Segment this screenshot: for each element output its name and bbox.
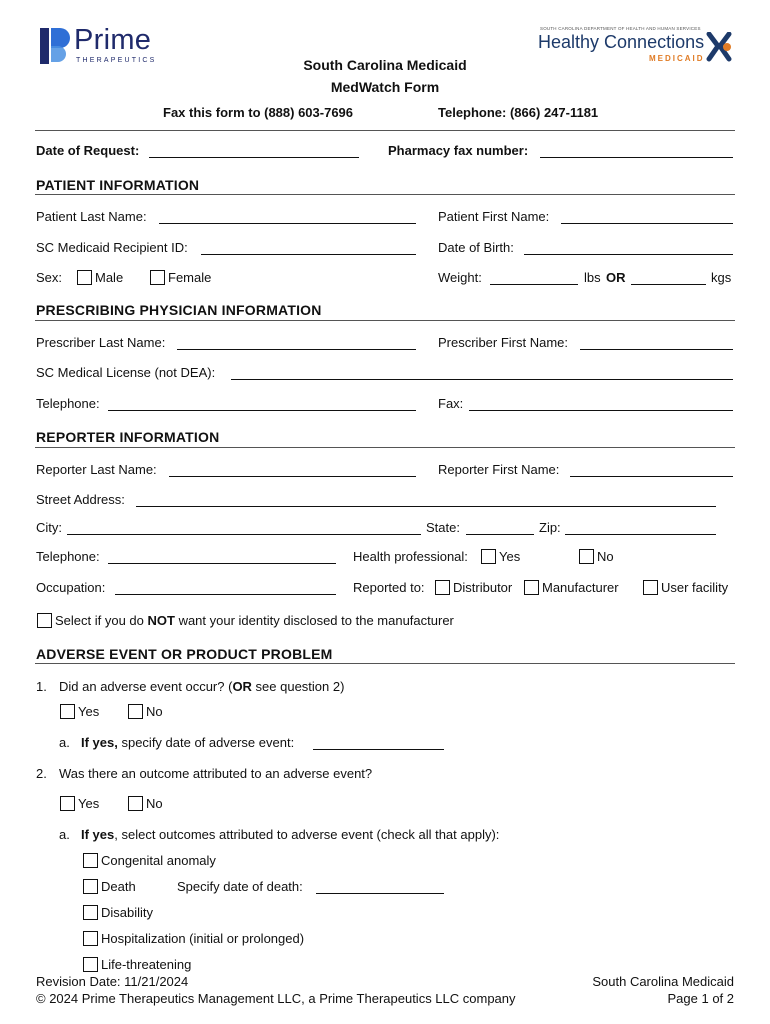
weight-kgs-field[interactable] xyxy=(631,284,706,285)
dob-field[interactable] xyxy=(524,254,733,255)
reporter-telephone-label: Telephone: xyxy=(36,549,100,564)
reporter-last-name-label: Reporter Last Name: xyxy=(36,462,157,477)
outcome-disability-checkbox[interactable] xyxy=(83,905,98,920)
reported-user-facility-checkbox[interactable] xyxy=(643,580,658,595)
q2-no-checkbox[interactable] xyxy=(128,796,143,811)
outcome-death-label: Death xyxy=(101,879,136,894)
patient-heading-rule xyxy=(35,194,735,195)
reported-manufacturer-checkbox[interactable] xyxy=(524,580,539,595)
weight-label: Weight: xyxy=(438,270,482,285)
form-title-line2: MedWatch Form xyxy=(330,79,440,95)
reported-distributor-checkbox[interactable] xyxy=(435,580,450,595)
weight-lbs-field[interactable] xyxy=(490,284,578,285)
q2-text: Was there an outcome attributed to an adverse event? xyxy=(59,766,373,781)
sex-male-checkbox[interactable] xyxy=(77,270,92,285)
health-professional-yes-checkbox[interactable] xyxy=(481,549,496,564)
q2a-text-bold: If yes xyxy=(81,827,115,842)
outcome-life-threatening-label: Life-threatening xyxy=(101,957,192,972)
outcome-congenital-label: Congenital anomaly xyxy=(101,853,216,868)
zip-field[interactable] xyxy=(565,534,716,535)
occupation-field[interactable] xyxy=(115,594,336,595)
q1a-letter: a. xyxy=(59,735,70,750)
q2-number: 2. xyxy=(36,766,47,781)
prescriber-fax-label: Fax: xyxy=(438,396,464,411)
city-field[interactable] xyxy=(67,534,421,535)
dob-label: Date of Birth: xyxy=(438,240,514,255)
reporter-heading-rule xyxy=(35,447,735,448)
city-label: City: xyxy=(36,520,62,535)
copyright: © 2024 Prime Therapeutics Management LLC, a Prime Therapeutics LLC company xyxy=(36,991,516,1006)
reported-manufacturer-label: Manufacturer xyxy=(542,580,619,595)
prescriber-info-heading: PRESCRIBING PHYSICIAN INFORMATION xyxy=(36,302,322,318)
prescriber-last-name-label: Prescriber Last Name: xyxy=(36,335,166,350)
identity-text-post: want your identity disclosed to the manufacturer xyxy=(174,613,454,628)
hc-medicaid: MEDICAID xyxy=(649,54,705,63)
q1a-text xyxy=(81,735,294,750)
prime-wordmark: Prime xyxy=(74,24,152,56)
weight-or: OR xyxy=(606,270,626,285)
weight-lbs-unit: lbs xyxy=(584,270,601,285)
identity-disclosure-checkbox[interactable] xyxy=(37,613,52,628)
hc-wordmark: Healthy Connections xyxy=(538,32,705,52)
q1-text-or: OR xyxy=(232,679,252,694)
date-of-request-field[interactable] xyxy=(149,157,359,158)
medical-license-label: SC Medical License (not DEA): xyxy=(36,365,216,380)
health-professional-no-checkbox[interactable] xyxy=(579,549,594,564)
death-date-label: Specify date of death: xyxy=(177,879,303,894)
revision-date: Revision Date: 11/21/2024 xyxy=(36,974,189,989)
adverse-event-date-field[interactable] xyxy=(313,749,444,750)
sex-label: Sex: xyxy=(36,270,63,285)
reported-to-label: Reported to: xyxy=(353,580,425,595)
outcome-life-threatening-checkbox[interactable] xyxy=(83,957,98,972)
reporter-first-name-field[interactable] xyxy=(570,476,733,477)
outcome-disability-label: Disability xyxy=(101,905,154,920)
health-professional-label: Health professional: xyxy=(353,549,468,564)
occupation-label: Occupation: xyxy=(36,580,106,595)
reporter-first-name-label: Reporter First Name: xyxy=(438,462,560,477)
footer-program-name: South Carolina Medicaid xyxy=(592,974,734,989)
page-number: Page 1 of 2 xyxy=(667,991,734,1006)
q2a-letter: a. xyxy=(59,827,70,842)
header-divider xyxy=(35,130,735,131)
weight-kgs-unit: kgs xyxy=(711,270,732,285)
identity-text-pre: Select if you do xyxy=(55,613,148,628)
street-address-field[interactable] xyxy=(136,506,716,507)
outcome-hospitalization-checkbox[interactable] xyxy=(83,931,98,946)
q1-text xyxy=(59,679,344,694)
identity-text-not: NOT xyxy=(147,613,175,628)
hc-department-line: SOUTH CAROLINA DEPARTMENT OF HEALTH AND HUMAN SERVICES xyxy=(540,26,701,31)
reporter-last-name-field[interactable] xyxy=(169,476,416,477)
street-address-label: Street Address: xyxy=(36,492,125,507)
outcome-congenital-checkbox[interactable] xyxy=(83,853,98,868)
health-professional-no-label: No xyxy=(597,549,614,564)
health-professional-yes-label: Yes xyxy=(499,549,521,564)
reported-distributor-label: Distributor xyxy=(453,580,513,595)
prescriber-heading-rule xyxy=(35,320,735,321)
sex-male-label: Male xyxy=(95,270,124,285)
prescriber-first-name-label: Prescriber First Name: xyxy=(438,335,569,350)
state-label: State: xyxy=(426,520,460,535)
death-date-field[interactable] xyxy=(316,893,444,894)
q2-no-label: No xyxy=(146,796,163,811)
pharmacy-fax-label: Pharmacy fax number: xyxy=(388,143,529,158)
reporter-telephone-field[interactable] xyxy=(108,563,336,564)
sex-female-label: Female xyxy=(168,270,212,285)
state-field[interactable] xyxy=(466,534,534,535)
patient-last-name-label: Patient Last Name: xyxy=(36,209,147,224)
q1-number: 1. xyxy=(36,679,47,694)
prescriber-telephone-label: Telephone: xyxy=(36,396,100,411)
q2-yes-label: Yes xyxy=(78,796,100,811)
sex-female-checkbox[interactable] xyxy=(150,270,165,285)
adverse-event-heading: ADVERSE EVENT OR PRODUCT PROBLEM xyxy=(36,646,333,662)
reporter-info-heading: REPORTER INFORMATION xyxy=(36,429,220,445)
q1-yes-checkbox[interactable] xyxy=(60,704,75,719)
patient-first-name-label: Patient First Name: xyxy=(438,209,550,224)
date-of-request-label: Date of Request: xyxy=(36,143,140,158)
form-title-line1: South Carolina Medicaid xyxy=(303,57,467,73)
outcome-death-checkbox[interactable] xyxy=(83,879,98,894)
telephone-instruction: Telephone: (866) 247-1181 xyxy=(438,105,599,120)
prescriber-first-name-field[interactable] xyxy=(580,349,733,350)
prescriber-telephone-field[interactable] xyxy=(108,410,416,411)
q1-no-label: No xyxy=(146,704,163,719)
patient-last-name-field[interactable] xyxy=(159,223,416,224)
recipient-id-label: SC Medicaid Recipient ID: xyxy=(36,240,188,255)
q1-text-pre: Did an adverse event occur? ( xyxy=(59,679,233,694)
prescriber-last-name-field[interactable] xyxy=(177,349,416,350)
adverse-heading-rule xyxy=(35,663,735,664)
recipient-id-field[interactable] xyxy=(201,254,416,255)
q2a-text xyxy=(81,827,499,842)
q1a-text-rest: specify date of adverse event: xyxy=(117,735,295,750)
reported-user-facility-label: User facility xyxy=(661,580,729,595)
prescriber-fax-field[interactable] xyxy=(469,410,733,411)
patient-info-heading: PATIENT INFORMATION xyxy=(36,177,200,193)
q2a-text-rest: , select outcomes attributed to adverse event (check all that apply): xyxy=(114,827,500,842)
pharmacy-fax-field[interactable] xyxy=(540,157,733,158)
medical-license-field[interactable] xyxy=(231,379,733,380)
q1-yes-label: Yes xyxy=(78,704,100,719)
fax-instruction: Fax this form to (888) 603-7696 xyxy=(163,105,354,120)
patient-first-name-field[interactable] xyxy=(561,223,733,224)
q2-yes-checkbox[interactable] xyxy=(60,796,75,811)
q1-no-checkbox[interactable] xyxy=(128,704,143,719)
zip-label: Zip: xyxy=(539,520,561,535)
q1a-text-bold: If yes, xyxy=(81,735,118,750)
identity-disclosure-label xyxy=(55,613,454,628)
q1-text-post: see question 2) xyxy=(251,679,345,694)
prime-subtitle: THERAPEUTICS xyxy=(76,57,157,64)
outcome-hospitalization-label: Hospitalization (initial or prolonged) xyxy=(101,931,305,946)
